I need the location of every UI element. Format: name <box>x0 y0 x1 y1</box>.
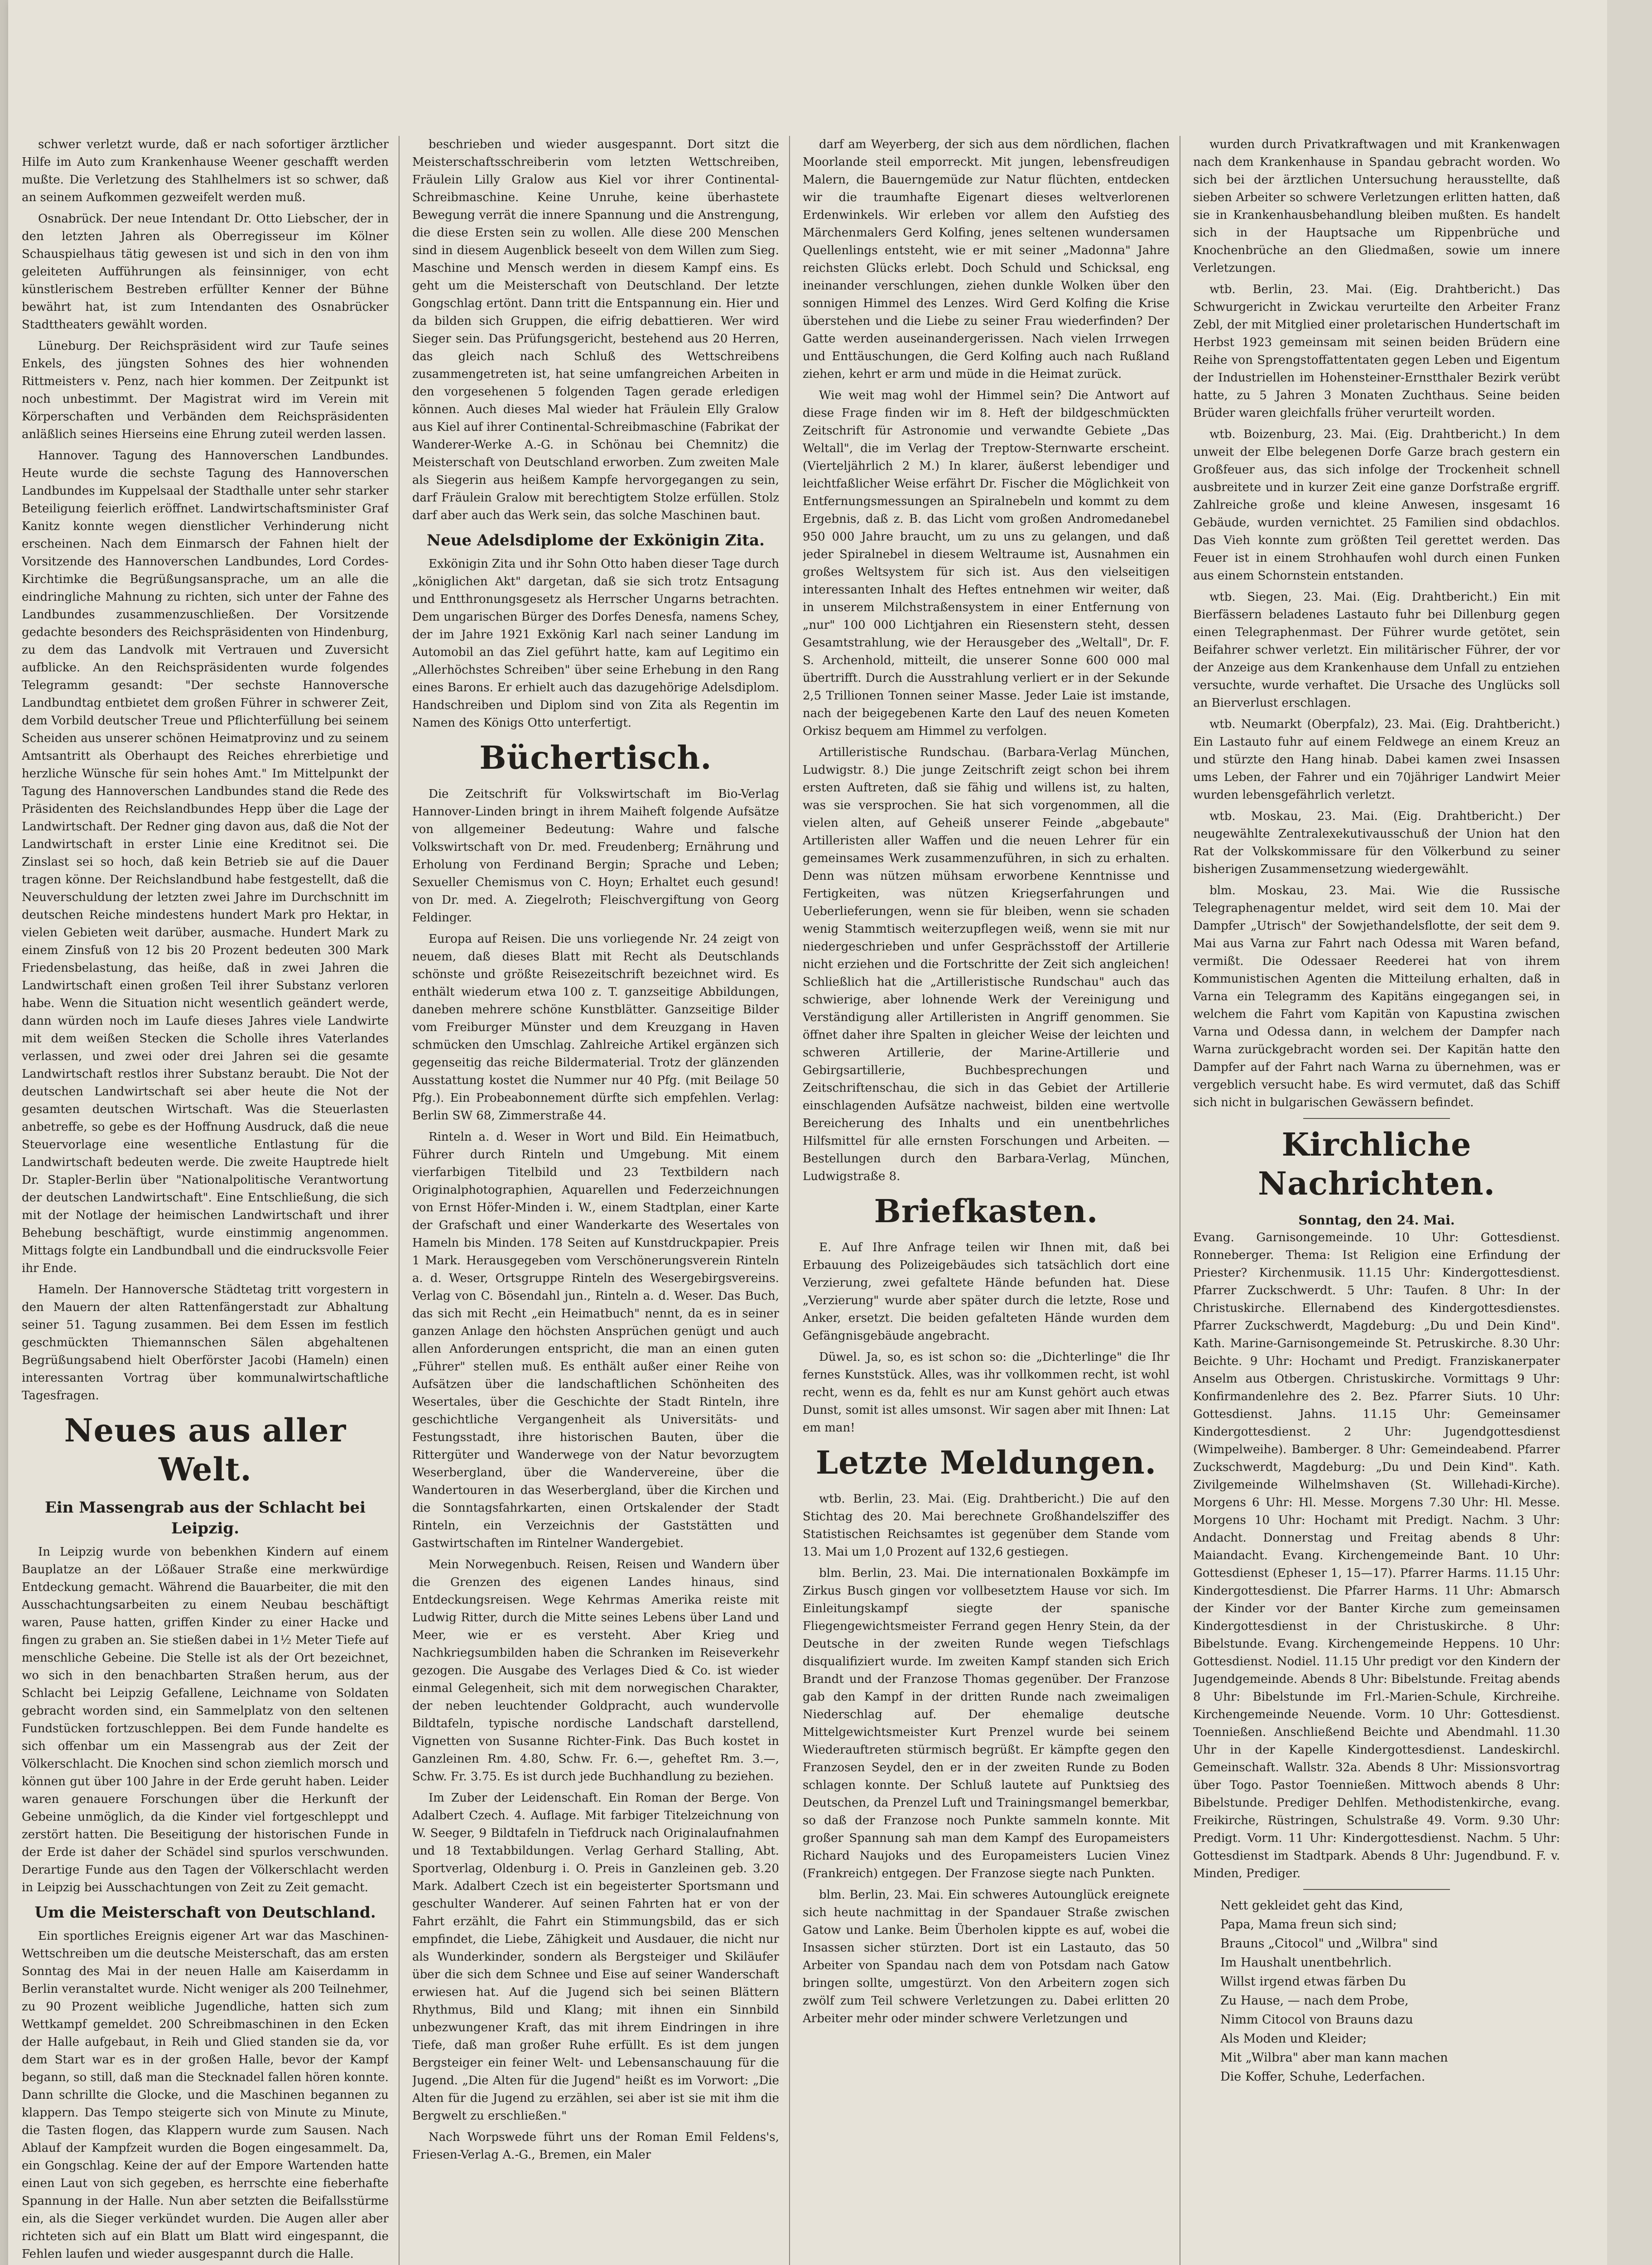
column-3 <box>803 136 1170 2031</box>
article-paragraph: Ein sportliches Ereignis eigener Art war das Maschinen-Wettschreiben um die deutsche Meisterschaft, das am ersten Sonntag des Mai in der neuen Halle am Kaiserdamm in Berlin veranstaltet wurde. Nicht weniger als 200 Teilnehmer, zu 90 Prozent weibliche Jugendliche, hatten sich zum Wettkampf gemeldet. 200 Schreibmaschinen in den Ecken der Halle aufgebaut, in Reih und Glied standen sie da, vor dem Start war es in der großen Halle, bevor der Kampf begann, so still, daß man die Stecknadel fallen hören konnte. Dann schrillte die Glocke, und die Maschinen begannen zu klappern. Das Tempo steigerte sich von Minute zu Minute, die Tasten flogen, das Klappern wurde zum Sausen. Nach Ablauf der Kampfzeit wurden die Bogen eingesammelt. Da, ein Gongschlag. Keine der auf der Empore Wartenden hatte einen Laut von sich gegeben, es herrschte eine fieberhafte Spannung in der Halle. Nun aber setzten die Beifallsstürme ein, als die Sieger verkündet wurden. Die Augen aller aber richteten sich auf ein Blatt um Blatt wird eingespannt, die Fehlen laufen und wieder ausgespannt durch die Halle. <box>22 1929 389 2261</box>
article-paragraph: Exkönigin Zita und ihr Sohn Otto haben dieser Tage durch „königlichen Akt" dargetan, daß sie sich trotz Entsagung und Entthronungsgesetz als Herrscher Ungarns betrachten. Dem ungarischen Bürger des Dorfes Denesfa, namens Schey, der im Jahre 1921 Exkönig Karl nach seiner Landung im Automobil an das Ziel geführt hatte, kam auf Legitimo ein „Allerhöchstes Schreiben" über seine Erhebung in den Rang eines Barons. Er erhielt auch das dazugehörige Adelsdiplom. Handschreiben und Diplom sind von Zita als Regentin im Namen des Königs Otto unterfertigt. <box>412 557 779 730</box>
article-paragraph: Düwel. Ja, so, es ist schon so: die „Dichterlinge" die Ihr fernes Kunststück. Alles, was ihr vollkommen recht, ist wohl recht, wenn es da, fehlt es nur am Kunst gehört auch etwas Dunst, somit ist alles umsonst. Wir sagen aber mit Ihnen: Lat em man! <box>803 1350 1170 1435</box>
article-paragraph: wtb. Boizenburg, 23. Mai. (Eig. Drahtbericht.) In dem unweit der Elbe belegenen Dorfe Garze brach gestern ein Großfeuer aus, das sich infolge der Trockenheit schnell ausbreitete und in kurzer Zeit eine ganze Dorfstraße ergriff. Zahlreiche große und kleine Anwesen, insgesamt 16 Gebäude, wurden vernichtet. 25 Familien sind obdachlos. Das Vieh konnte zum größten Teil gerettet werden. Das Feuer ist in einem Strohhaufen wohl durch einen Funken aus einem Schornstein entstanden. <box>1193 428 1560 583</box>
article-paragraph: Die Zeitschrift für Volkswirtschaft im Bio-Verlag Hannover-Linden bringt in ihrem Maiheft folgende Aufsätze von allgemeiner Bedeutung: Wahre und falsche Volkswirtschaft von Dr. med. Freudenberg; Ernährung und Erholung von Ferdinand Bergin; Sprache und Leben; Sexueller Chemismus von C. Hoyn; Erhaltet euch gesund! von Dr. med. A. Ziegelroth; Fleischvergiftung von Georg Feldinger. <box>412 787 779 925</box>
article-paragraph: Lüneburg. Der Reichspräsident wird zur Taufe seines Enkels, des jüngsten Sohnes des hier wohnenden Rittmeisters v. Penz, nach hier kommen. Der Zeitpunkt ist noch unbestimmt. Der Magistrat wird im Verein mit Körperschaften und Verbänden dem Reichspräsidenten anläßlich seines Hierseins eine Ehrung zuteil werden lassen. <box>22 339 389 441</box>
church-text: Evang. Garnisongemeinde. 10 Uhr: Gottesdienst. Ronneberger. Thema: Ist Religion eine Erfindung der Priester? Kirchenmusik. 11.15 Uhr: Kindergottesdienst. Pfarrer Zuckschwerdt. 5 Uhr: Taufen. 8 Uhr: In der Christuskirche. Ellernabend des Kindergottesdienstes. Pfarrer Zuckschwerdt, Magdeburg: „Du und Dein Kind". Kath. Marine-Garnisongemeinde St. Petruskirche. 8.30 Uhr: Beichte. 9 Uhr: Hochamt und Predigt. Franziskanerpater Anselm aus Otbergen. Christuskirche. Vormittags 9 Uhr: Konfirmandenlehre des 2. Bez. Pfarrer Siuts. 10 Uhr: Gottesdienst. Jahns. 11.15 Uhr: Gemeinsamer Kindergottesdienst. 2 Uhr: Jugendgottesdienst (Wimpelweihe). Bamberger. 8 Uhr: Gemeindeabend. Pfarrer Zuckschwerdt, Magdeburg: „Du und Dein Kind". Kath. Zivilgemeinde Wilhelmshaven (St. Willehadi-Kirche). Morgens 6 Uhr: Hl. Messe. Morgens 7.30 Uhr: Hl. Messe. Morgens 10 Uhr: Hochamt mit Predigt. Nachm. 3 Uhr: Andacht. Donnerstag und Freitag abends 8 Uhr: Maiandacht. Evang. Kirchengemeinde Bant. 10 Uhr: Gottesdienst (Epheser 1, 15—17). Pfarrer Harms. 11.15 Uhr: Kindergottesdienst. Die Pfarrer Harms. 11 Uhr: Abmarsch der Kinder vor der Banter Kirche zum gemeinsamen Kindergottesdienst in der Christuskirche. 8 Uhr: Bibelstunde. Evang. Kirchengemeinde Heppens. 10 Uhr: Gottesdienst. Nodiel. 11.15 Uhr predigt vor den Kindern der Jugendgemeinde. Abends 8 Uhr: Bibelstunde. Freitag abends 8 Uhr: Bibelstunde im Frl.-Marien-Schule, Kirchreihe. Kirchengemeinde Neuende. Vorm. 10 Uhr: Gottesdienst. Toennießen. Anschließend Beichte und Abendmahl. 11.30 Uhr in der Kapelle Kindergottesdienst. Landeskirchl. Gemeinschaft. Wallstr. 32a. Abends 8 Uhr: Missionsvortrag über Togo. Pastor Toennießen. Mittwoch abends 8 Uhr: Bibelstunde. Prediger Dehlfen. Methodistenkirche, evang. Freikirche, Rüstringen, Schulstraße 49. Vorm. 9.30 Uhr: Predigt. Vorm. 11 Uhr: Kindergottesdienst. Nachm. 5 Uhr: Gottesdienst im Stadtpark. Abends 8 Uhr: Jugendbund. F. v. Minden, Prediger. <box>1193 1231 1560 1880</box>
column-4 <box>1193 136 1560 2087</box>
article-paragraph: In Leipzig wurde von bebenkhen Kindern auf einem Bauplatze an der Lößauer Straße eine merkwürdige Entdeckung gemacht. Während die Bauarbeiter, die mit den Ausschachtungsarbeiten zu einem Neubau beschäftigt waren, Pause hatten, griffen Kinder zu einer Hacke und fingen zu graben an. Sie stießen dabei in 1½ Meter Tiefe auf menschliche Gebeine. Die Stelle ist als der Ort bezeichnet, wo sich in den benachbarten Straßen herum, aus der Schlacht bei Leipzig Gefallene, Leichname von Soldaten gebracht worden sind, ein Sammelplatz von den seltenen Fundstücken fortzuschleppen. Bei dem Funde handelte es sich offenbar um ein Massengrab aus der Zeit der Völkerschlacht. Die Knochen sind schon ziemlich morsch und können gut über 100 Jahre in der Erde geruht haben. Leider waren genauere Forschungen über die Herkunft der Gebeine unmöglich, da die Kinder viel fortgeschleppt und zerstört hatten. Die Beseitigung der historischen Funde in der Erde ist daher der Schädel sind spurlos verschwunden. Derartige Funde aus den Tagen der Völkerschlacht werden in Leipzig bei Ausschachtungen von Zeit zu Zeit gemacht. <box>22 1545 389 1894</box>
article-paragraph: Osnabrück. Der neue Intendant Dr. Otto Liebscher, der in den letzten Jahren als Oberregisseur im Kölner Schauspielhaus tätig gewesen ist und sich in den von ihm geleiteten Aufführungen als feinsinniger, von echt künstlerischem Bestreben erfüllter Kenner der Bühne bewährt hat, ist zum Intendanten des Osnabrücker Stadttheaters gewählt worden. <box>22 212 389 332</box>
article-paragraph: wtb. Siegen, 23. Mai. (Eig. Drahtbericht.) Ein mit Bierfässern beladenes Lastauto fuhr bei Dillenburg gegen einen Telegraphenmast. Der Führer wurde getötet, sein Beifahrer schwer verletzt. Ein militärischer Führer, der vor der Anzeige aus dem Krankenhause dem Unfall zu entziehen versuchte, wurde verhaftet. Die Ursache des Unglücks soll an Bierverlust erschlagen. <box>1193 590 1560 710</box>
newspaper-page <box>8 0 1607 2265</box>
separator <box>1303 1889 1450 1890</box>
article-paragraph: wtb. Berlin, 23. Mai. (Eig. Drahtbericht.) Die auf den Stichtag des 20. Mai berechnete Großhandelsziffer des Statistischen Reichsamtes ist gegenüber dem Stande vom 13. Mai um 1,0 Prozent auf 132,6 gestiegen. <box>803 1492 1170 1559</box>
column-rule <box>789 136 790 2265</box>
article-paragraph: darf am Weyerberg, der sich aus dem nördlichen, flachen Moorlande steil emporreckt. Mit jungen, lebensfreudigen Malern, die Bauerngemüde zur Natur flüchten, entdecken wir die traumhafte Eigenart dieses weltverlorenen Erdenwinkels. Wir erleben vor allem den Aufstieg des Märchenmalers Gerd Kolfing, jenes seltenen wundersamen Quellenlings entsteht, wie er mit seiner „Madonna" Jahre reichsten Glücks erlebt. Doch Schuld und Schicksal, eng ineinander verschlungen, ziehen dunkle Wolken über den sonnigen Himmel des Lenzes. Wird Gerd Kolfing die Krise überstehen und die Liebe zu seiner Frau wiederfinden? Der Gatte werden auseinandergerissen. Nach vielen Irrwegen und Enttäuschungen, die Gerd Kolfing auch nach Rußland ziehen, kehrt er arm und müde in die Heimat zurück. <box>803 138 1170 381</box>
section-headline: Neues aus aller Welt. <box>64 1412 347 1488</box>
article-paragraph: E. Auf Ihre Anfrage teilen wir Ihnen mit, daß bei Erbauung des Polizeigebäudes sich tatsächlich dort eine Verzierung, zwei gefaltete Hände befunden hat. Diese „Verzierung" wurde aber später durch die letzte, Rose und Anker, ersetzt. Die beiden gefalteten Hände wurden dem Gefängnisgebäude angebracht. <box>803 1241 1170 1343</box>
article-paragraph: wtb. Berlin, 23. Mai. (Eig. Drahtbericht.) Das Schwurgericht in Zwickau verurteilte den Arbeiter Franz Zebl, der mit Mitglied einer proletarischen Hundertschaft im Herbst 1923 gemeinsam mit seinen beiden Brüdern eine Reihe von Sprengstoffattentaten gegen Leben und Eigentum der Industriellen im Hohensteiner-Ernstthaler Bezirk verübt hatte, zu 5 Jahren 3 Monaten Zuchthaus. Seine beiden Brüder waren gleichfalls früher verurteilt worden. <box>1193 283 1560 420</box>
page-edge <box>1607 0 1652 2265</box>
article-paragraph: Europa auf Reisen. Die uns vorliegende Nr. 24 zeigt von neuem, daß dieses Blatt mit Recht als Deutschlands schönste und größte Reisezeitschrift bezeichnet wird. Es enthält wiederum etwa 100 z. T. ganzseitige Abbildungen, daneben mehrere schöne Kunstblätter. Ganzseitige Bilder vom Freiburger Münster und dem Kreuzgang in Haven schmücken den Umschlag. Zahlreiche Artikel ergänzen sich gegenseitig das reiche Bildermaterial. Trotz der glänzenden Ausstattung kostet die Nummer nur 40 Pfg. (mit Beilage 50 Pfg.). Ein Probeabonnement dürfte sich empfehlen. Verlag: Berlin SW 68, Zimmerstraße 44. <box>412 932 779 1123</box>
article-paragraph: Im Zuber der Leidenschaft. Ein Roman der Berge. Von Adalbert Czech. 4. Auflage. Mit farbiger Titelzeichnung von W. Seeger, 9 Bildtafeln in Tiefdruck nach Originalaufnahmen und 18 Textabbildungen. Verlag Gerhard Stalling, Abt. Sportverlag, Oldenburg i. O. Preis in Ganzleinen geb. 3.20 Mark. Adalbert Czech ist ein begeisterter Sportsmann und geschulter Wanderer. Auf seinen Fahrten hat er von der Fahrt erzählt, die Fahrt ein Stimmungsbild, das er sich empfindet, die Liebe, Zähigkeit und Ausdauer, die nicht nur als Wunderkinder, sondern als Bergsteiger und Skiläufer über die sich dem Schnee und Eise auf seiner Wanderschaft erwiesen hat. Auf die Jugend sich bei seinen Blättern Rhythmus, Bild und Klang; mit ihnen ein Sinnbild unbezwungener Kraft, das mit ihrem Eindringen in ihre Tiefe, daß man großer Ruhe erfüllt. Es ist dem jungen Bergsteiger ein feiner Welt- und Lebensanschauung für die Jugend. „Die Alten für die Jugend" heißt es im Vorwort: „Die Alten für die Jugend zu erzählen, sei aber ist sie mit ihm die Bergwelt zu erschließen." <box>412 1791 779 2123</box>
column-1 <box>22 136 389 2265</box>
column-2 <box>412 136 779 2168</box>
article-paragraph: Nach Worpswede führt uns der Roman Emil Feldens's, Friesen-Verlag A.-G., Bremen, ein Maler <box>412 2130 779 2162</box>
article-subhead: Ein Massengrab aus der Schlacht bei Leipzig. <box>44 1499 366 1537</box>
article-paragraph: blm. Berlin, 23. Mai. Die internationalen Boxkämpfe im Zirkus Busch gingen vor vollbesetztem Hause vor sich. Im Einleitungskampf siegte der spanische Fliegengewichtsmeister Ferrand gegen Henry Stein, da der Deutsche in der zweiten Runde wegen Tiefschlags disqualifiziert wurde. Im zweiten Kampf standen sich Erich Brandt und der Franzose Thomas gegenüber. Der Franzose gab den Kampf in der dritten Runde nach zweimaligen Niederschlag auf. Der ehemalige deutsche Mittelgewichtsmeister Kurt Prenzel wurde bei seinem Wiederauftreten stürmisch begrüßt. Er kämpfte gegen den Franzosen Seydel, den er in der zweiten Runde zu Boden schlagen konnte. Der Schluß lautete auf Punktsieg des Deutschen, da Prenzel Luft und Trainingsmangel bemerkbar, so daß der Franzose noch Punkte sammeln konnte. Mit großer Spannung sah man dem Kampf des Europameisters Richard Naujoks und des Europameisters Lucien Vinez (Frankreich) entgegen. Der Franzose siegte nach Punkten. <box>803 1566 1170 1880</box>
article-paragraph: Hannover. Tagung des Hannoverschen Landbundes. Heute wurde die sechste Tagung des Hannoverschen Landbundes im Kuppelsaal der Stadthalle unter sehr starker Beteiligung feierlich eröffnet. Landwirtschaftsminister Graf Kanitz konnte wegen dienstlicher Verhinderung nicht erscheinen. Nach dem Einmarsch der Fahnen hielt der Vorsitzende des Hannoverschen Landbundes, Lord Cordes-Kirchtimke die Begrüßungsansprache, um an alle die eindringliche Mahnung zu richten, sich unter der Fahne des Landbundes zusammenzuschließen. Der Vorsitzende gedachte besonders des Reichspräsidenten von Hindenburg, zu dem das Landvolk mit Vertrauen und Zuversicht aufblicke. An den Reichspräsidenten wurde folgendes Telegramm gesandt: "Der sechste Hannoversche Landbundtag entbietet dem großen Führer in schwerer Zeit, dem Vorbild deutscher Treue und Pflichterfüllung bei seinem Scheiden aus unserer schönen Heimatprovinz und zu seinem Amtsantritt als Oberhaupt des Reiches ehrerbietige und herzliche Wünsche für sein hohes Amt." Im Mittelpunkt der Tagung des Hannoverschen Landbundes stand die Rede des Präsidenten des Reichslandbundes Hepp über die Lage der Landwirtschaft. Der Redner ging davon aus, daß die Not der Landwirtschaft in erster Linie eine Kreditnot sei. Die Zinslast sei so hoch, daß kein Betrieb sie auf die Dauer tragen könne. Der Reichslandbund habe festgestellt, daß die Neuverschuldung der letzten zwei Jahre im Durchschnitt im deutschen Reiche mindestens hundert Mark pro Hektar, in vielen Gebieten weit darüber, ausmache. Hundert Mark zu einem Zinsfuß von 12 bis 20 Prozent bedeuten 300 Mark Friedensbelastung, das heiße, daß in zwei Jahren die Landwirtschaft einen großen Teil ihrer Substanz verloren habe. Wenn die Situation nicht wesentlich geändert werde, dann würden noch im Laufe dieses Jahres viele Landwirte mit dem weißen Stecken die Scholle ihres Vaterlandes verlassen, und zwei oder drei Jahren sei die gesamte Landwirtschaft restlos ihrer Substanz beraubt. Die Not der deutschen Landwirtschaft sei aber heute die Not der gesamten deutschen Wirtschaft. Was die Steuerlasten anbetreffe, so gebe es der Hoffnung Ausdruck, daß die neue Steuervorlage eine wesentliche Entlastung für die Landwirtschaft bedeuten werde. Die zweite Hauptrede hielt Dr. Stapler-Berlin über "Nationalpolitische Verantwortung der deutschen Landwirtschaft". Eine Entschließung, die sich mit der Notlage der heimischen Landwirtschaft und ihrer Behebung beschäftigt, wurde einstimmig angenommen. Mittags folgte ein Landbundball und die eindrucksvolle Feier ihr Ende. <box>22 449 389 1275</box>
article-paragraph: wtb. Moskau, 23. Mai. (Eig. Drahtbericht.) Der neugewählte Zentralexekutivausschuß der Union hat den Rat der Volkskommissare für den Völkerbund zu seiner bisherigen Zusammensetzung wiedergewählt. <box>1193 810 1560 876</box>
article-paragraph: blm. Berlin, 23. Mai. Ein schweres Autounglück ereignete sich heute nachmittag in der Spandauer Straße zwischen Gatow und Lanke. Beim Überholen kippte es auf, wobei die Insassen sicher stürzten. Dort ist ein Lastauto, das 50 Arbeiter von Spandau nach dem von Potsdam nach Gatow bringen sollte, umgestürzt. Von den Arbeitern zogen sich zwölf zum Teil schwere Verletzungen zu. Dabei erlitten 20 Arbeiter mehr oder minder schwere Verletzungen und <box>803 1888 1170 2025</box>
article-subhead: Um die Meisterschaft von Deutschland. <box>34 1904 376 1922</box>
article-paragraph: wurden durch Privatkraftwagen und mit Krankenwagen nach dem Krankenhause in Spandau gebracht worden. Wo sich bei der ärztlichen Untersuchung herausstellte, daß sieben Arbeiter so schwere Verletzungen erlitten hatten, daß sie in Krankenhausbehandlung bleiben mußten. Es handelt sich in der Hauptsache um Rippenbrüche und Knochenbrüche an den Gliedmaßen, sowie um innere Verletzungen. <box>1193 138 1560 275</box>
article-paragraph: Mein Norwegenbuch. Reisen, Reisen und Wandern über die Grenzen des eigenen Landes hinaus, sind Entdeckungsreisen. Wege Kehrmas Amerika reiste mit Ludwig Ritter, durch die Mitte seines Lebens über Land und Meer, wie er es versteht. Aber Krieg und Nachkriegsumbilden haben die Schranken im Reiseverkehr gezogen. Die Ausgabe des Verlages Died & Co. ist wieder einmal Gelegenheit, sich mit dem norwegischen Charakter, der neben leuchtender Goldpracht, auch wundervolle Bildtafeln, typische nordische Landschaft darstellend, Vignetten von Susanne Richter-Fink. Das Buch kostet in Ganzleinen Rm. 4.80, Schw. Fr. 6.—, geheftet Rm. 3.—, Schw. Fr. 3.75. Es ist durch jede Buchhandlung zu beziehen. <box>412 1558 779 1783</box>
section-headline: Büchertisch. <box>479 739 712 776</box>
article-paragraph: Hameln. Der Hannoversche Städtetag tritt vorgestern in den Mauern der alten Rattenfängerstadt zur Abhaltung seiner 51. Tagung zusammen. Bei dem Essen im festlich geschmückten Thiemannschen Sälen abgehaltenen Begrüßungsabend hielt Oberförster Jacobi (Hameln) einen interessanten Vortrag über kommunalwirtschaftliche Tagesfragen. <box>22 1283 389 1402</box>
article-paragraph: schwer verletzt wurde, daß er nach sofortiger ärztlicher Hilfe im Auto zum Krankenhause Weener geschafft werden mußte. Die Verletzung des Stahlhelmers ist so schwer, daß an seinem Aufkommen gezweifelt werden muß. <box>22 138 389 204</box>
article-paragraph: blm. Moskau, 23. Mai. Wie die Russische Telegraphenagentur meldet, wird seit dem 10. Mai der Dampfer „Utrisch" der Sowjethandelsflotte, der seit dem 9. Mai aus Varna zur Fahrt nach Odessa mit Waren befand, vermißt. Die Odessaer Reederei hat von ihrem Kommunistischen Agenten die Mitteilung erhalten, daß in Varna ein Telegramm des Kapitäns eingegangen sei, in welchem die Fahrt vom Kapitän von Kapustina zwischen Varna und Odessa dann, in welchem der Dampfer nach Warna zurückgebracht worden sei. Der Kapitän hatte den Dampfer auf der Fahrt nach Warna zu übernehmen, was er vergeblich versucht habe. Es wird vermutet, daß das Schiff sich nicht in bulgarischen Gewässern befindet. <box>1193 884 1560 1109</box>
article-paragraph: Rinteln a. d. Weser in Wort und Bild. Ein Heimatbuch, Führer durch Rinteln und Umgebung. Mit einem vierfarbigen Titelbild und 23 Textbildern nach Originalphotographien, Aquarellen und Federzeichnungen von Ernst Höfer-Minden i. W., einem Stadtplan, einer Karte der Grafschaft und einer Wanderkarte des Wesertales von Hameln bis Minden. 178 Seiten auf Kunstdruckpapier. Preis 1 Mark. Herausgegeben vom Verschönerungsverein Rinteln a. d. Weser, Ortsgruppe Rinteln des Wesergebirgsvereins. Verlag von C. Bösendahl jun., Rinteln a. d. Weser. Das Buch, das sich mit Recht „ein Heimatbuch" nennt, da es in seiner ganzen Anlage den höchsten Ansprüchen genügt und auch allen Anforderungen entspricht, die man an einen guten „Führer" stellen muß. Es enthält außer einer Reihe von Aufsätzen über die landschaftlichen Schönheiten des Wesertales, über die Geschichte der Stadt Rinteln, ihre geschichtliche Vergangenheit als Universitäts- und Festungsstadt, ihre historischen Bauten, über die Rittergüter und Wanderwege von der Natur bevorzugtem Weserbergland, über die Wandervereine, über die Wandertouren in das Weserbergland, über die Kirchen und die Sonntagsfahrkarten, einen Ortskalender der Stadt Rinteln, ein Verzeichnis der Gaststätten und Gastwirtschaften im Rintelner Wandergebiet. <box>412 1130 779 1550</box>
separator <box>1303 1118 1450 1119</box>
sunday-line: Sonntag, den 24. Mai. <box>1298 1213 1455 1228</box>
article-paragraph: beschrieben und wieder ausgespannt. Dort sitzt die Meisterschaftsschreiberin vom letzten Wettschreiben, Fräulein Lilly Gralow aus Kiel vor ihrer Continental-Schreibmaschine. Keine Unruhe, keine überhastete Bewegung verrät die innere Spannung und die Anstrengung, die diese Ersten sein zu wollen. Alle diese 200 Menschen sind in diesem Augenblick beseelt von dem Willen zum Sieg. Maschine und Mensch werden in diesem Kampf eins. Es geht um die Meisterschaft von Deutschland. Der letzte Gongschlag ertönt. Dann tritt die Entspannung ein. Hier und da bilden sich Gruppen, die eifrig debattieren. Wer wird Sieger sein. Das Prüfungsgericht, bestehend aus 20 Herren, das gleich nach Schluß des Wettschreibens zusammengetreten ist, hat seine umfangreichen Arbeiten in den vorgesehenen 5 folgenden Tagen gerade erledigen können. Auch dieses Mal wieder hat Fräulein Elly Gralow aus Kiel auf ihrer Continental-Schreibmaschine (Fabrikat der Wanderer-Werke A.-G. in Schönau bei Chemnitz) die Meisterschaft von Deutschland erworben. Zum zweiten Male als Siegerin aus heißem Kampfe hervorgegangen zu sein, darf Fräulein Gralow mit berechtigtem Stolze erfüllen. Stolz darf aber auch das Werk sein, das solche Maschinen baut. <box>412 138 779 522</box>
article-paragraph: Artilleristische Rundschau. (Barbara-Verlag München, Ludwigstr. 8.) Die junge Zeitschrift zeigt schon bei ihrem ersten Auftreten, daß sie fähig und willens ist, zu halten, was sie versprochen. Sie hat sich vorgenommen, all die vielen alten, auf Geheiß unserer Feinde „abgebaute" Artilleristen aller Waffen und die neuen Lehrer für ein gemeinsames Werk zusammenzuführen, in sich zu erhalten. Denn was nützen mühsam erworbene Kenntnisse und Fertigkeiten, was nützen Kriegserfahrungen und Ueberlieferungen, wenn sie für bleiben, wenn sie schaden wenig Stammtisch weiterzupflegen weiß, wenn sie mit nur niedergeschrieben und unfer Gesprächsstoff der Artillerie nicht erziehen und die Fortschritte der Zeit sich angleichen! Schließlich hat die „Artilleristische Rundschau" auch das schwierige, aber lohnende Werk der Vereinigung und Verständigung aller Artilleristen in Angriff genommen. Sie öffnet daher ihre Spalten in gleicher Weise der leichten und schweren Artillerie, der Marine-Artillerie und Gebirgsartillerie, Buchbesprechungen und Zeitschriftenschau, die sich in das Gebiet der Artillerie einschlagenden Aufsätze nachweist, bilden eine wertvolle Bereicherung des Inhalts und ein unentbehrliches Hilfsmittel für alle ernsten Forschungen und Arbeiten. — Bestellungen durch den Barbara-Verlag, München, Ludwigstraße 8. <box>803 746 1170 1183</box>
advertisement-poem: Nett gekleidet geht das Kind, Papa, Mama freun sich sind; Brauns „Citocol" und „Wilbra" sind Im Haushalt unentbehrlich. Willst irgend etwas färben Du Zu Hause, — nach dem Probe, Nimm Citocol von Brauns dazu Als Moden und Kleider; Mit „Wilbra" aber man kann machen Die Koffer, Schuhe, Lederfachen. <box>1220 1899 1448 2084</box>
article-subhead: Neue Adelsdiplome der Exkönigin Zita. <box>426 531 765 549</box>
church-headline: Kirchliche Nachrichten. <box>1258 1126 1495 1202</box>
section-headline: Briefkasten. <box>874 1192 1098 1230</box>
section-headline: Letzte Meldungen. <box>815 1444 1157 1481</box>
article-paragraph: wtb. Neumarkt (Oberpfalz), 23. Mai. (Eig. Drahtbericht.) Ein Lastauto fuhr auf einem Feldwege an einem Kreuz an und stürzte den Hang hinab. Dabei kamen zwei Insassen ums Leben, der Fahrer und ein 70jähriger Landwirt Meier wurden lebensgefährlich verletzt. <box>1193 718 1560 802</box>
column-rule <box>399 136 400 2265</box>
article-paragraph: Wie weit mag wohl der Himmel sein? Die Antwort auf diese Frage finden wir im 8. Heft der bildgeschmückten Zeitschrift für Astronomie und verwandte Gebiete „Das Weltall", die im Verlag der Treptow-Sternwarte erscheint. (Vierteljährlich 2 M.) In klarer, äußerst lebendiger und leichtfaßlicher Weise erfährt Dr. Fischer die Möglichkeit von Entfernungsmessungen an Spiralnebeln und kommt zu dem Ergebnis, daß z. B. das Licht vom großen Andromedanebel 950 000 Jahre braucht, um zu uns zu gelangen, und daß jeder Spiralnebel in diesem Weltraume ist, Ausnahmen ein großes Weltsystem für sich ist. Aus den vielseitigen interessanten Inhalt des Heftes entnehmen wir weiter, daß in unserem Milchstraßensystem in einer Entfernung von „nur" 100 000 Lichtjahren ein Riesenstern steht, dessen Gesamtstrahlung, wie der Herausgeber des „Weltall", Dr. F. S. Archenhold, mitteilt, die unserer Sonne 600 000 mal übertrifft. Durch die Ausstrahlung verliert er in der Sekunde 2,5 Trillionen Tonnen seiner Masse. Jeder Laie ist imstande, nach der beigegebenen Karte den Lauf des neuen Kometen Orkisz bequem am Himmel zu verfolgen. <box>803 389 1170 738</box>
